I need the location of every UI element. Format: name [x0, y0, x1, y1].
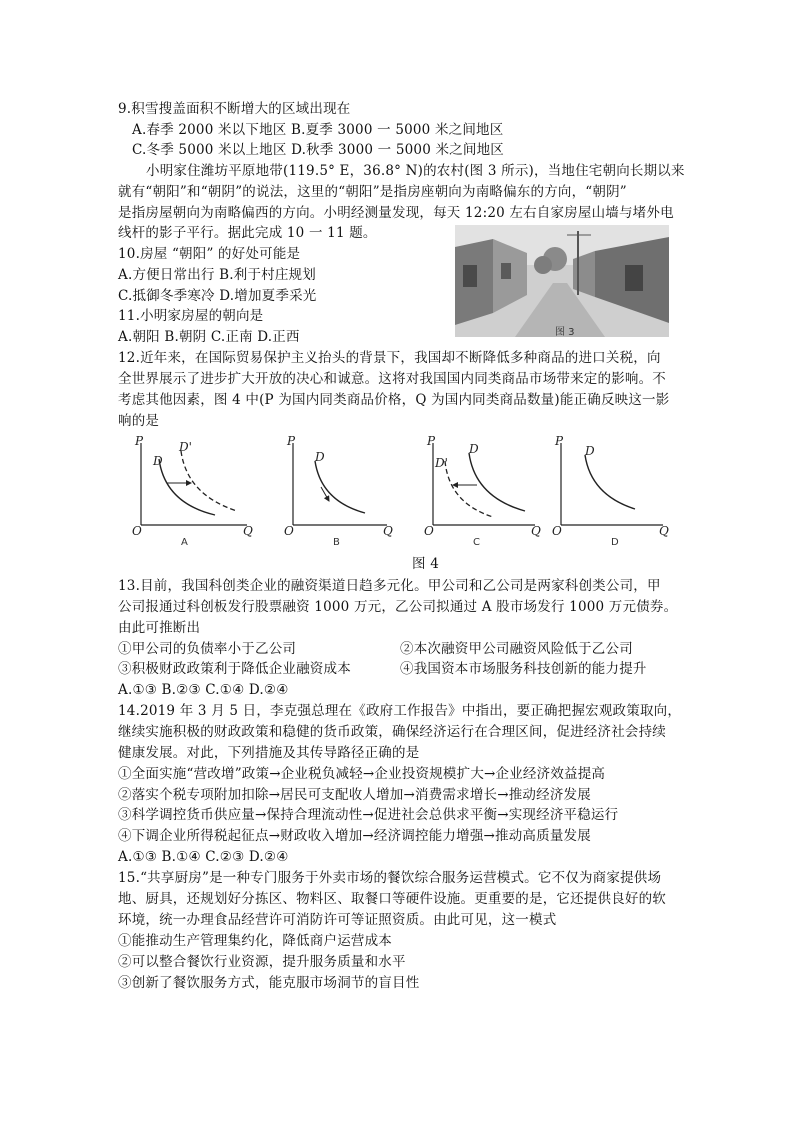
passage-line: 是指房屋朝向为南略偏西的方向。小明经测量发现，每天 12:20 左右自家房屋山墙与堵外电	[118, 205, 674, 221]
q13-line: 13.目前，我国科创类企业的融资渠道日趋多元化。甲公司和乙公司是两家科创类公司，甲	[118, 578, 661, 594]
figure4-panel-a	[132, 434, 253, 548]
q15-item: ②可以整合餐饮行业资源，提升服务质量和水平	[118, 954, 406, 970]
q12-line: 全世界展示了进步扩大开放的决心和诚意。这将对我国国内同类商品市场带来定的影响。不	[118, 371, 666, 387]
figure4-caption: 图 4	[412, 556, 439, 572]
q9-stem: 9.积雪搜盖面积不断增大的区域出现在	[118, 101, 351, 117]
passage-line: 线杆的影子平行。据此完成 10 一 11 题。	[118, 225, 377, 241]
panel-a-label: A	[181, 537, 188, 548]
q13-line: 由此可推断出	[118, 620, 201, 636]
axis-p-label: P	[287, 434, 296, 448]
q10-stem: 10.房屋 “朝阳” 的好处可能是	[118, 246, 301, 262]
axis-q-label: Q	[243, 524, 253, 538]
axis-p-label: P	[555, 434, 564, 448]
panel-d-label: D	[611, 537, 619, 548]
q12-line: 12.近年来，在国际贸易保护主义抬头的背景下，我国却不断降低多种商品的进口关税，向	[118, 350, 661, 366]
q13-item: ④我国资本市场服务科技创新的能力提升	[400, 661, 647, 677]
curve-d-prime-label: D'	[435, 456, 448, 470]
axis-q-label: Q	[383, 524, 393, 538]
origin-label: O	[132, 524, 142, 538]
figure3-caption: 图 3	[555, 327, 575, 337]
q13-line: 公司报通过科创板发行股票融资 1000 万元，乙公司拟通过 A 股市场发行 1000 万元债券。	[118, 599, 678, 615]
q14-item: ③科学调控货币供应量→保持合理流动性→促进社会总供求平衡→实现经济平稳运行	[118, 807, 619, 823]
q12-line: 响的是	[118, 413, 160, 429]
origin-label: O	[284, 524, 294, 538]
q14-item: ①全面实施“营改增”政策→企业税负减轻→企业投资规模扩大→企业经济效益提高	[118, 766, 606, 782]
q13-item: ①甲公司的负债率小于乙公司	[118, 641, 297, 657]
q12-line: 考虑其他因素，图 4 中(P 为国内同类商品价格，Q 为国内同类商品数量)能正确反映这一影	[118, 392, 670, 408]
curve-d-label: D	[469, 442, 479, 456]
figure4-panel-c	[424, 434, 541, 548]
passage-line: 就有“朝阳”和“朝阴”的说法，这里的“朝阳”是指房座朝向为南略偏东的方向，“朝阴”	[118, 184, 627, 200]
q14-item: ②落实个税专项附加扣除→居民可支配收人增加→消费需求增长→推动经济发展	[118, 787, 591, 803]
figure4-panel-d	[552, 434, 669, 548]
panel-c-label: C	[473, 537, 480, 548]
q11-options: A.朝阳 B.朝阴 C.正南 D.正西	[118, 329, 300, 345]
q15-line: 15.“共享厨房”是一种专门服务于外卖市场的餐饮综合服务运营模式。它不仅为商家提供场	[118, 870, 662, 886]
figure3-village-photo	[455, 225, 669, 337]
q14-options: A.①③ B.①④ C.②③ D.②④	[118, 849, 289, 865]
axis-p-label: P	[427, 434, 436, 448]
q10-options-ab: A.方便日常出行 B.利于村庄规划	[118, 267, 316, 283]
q15-line: 环境，统一办理食品经营许可消防许可等证照资质。由此可见，这一模式	[118, 912, 557, 928]
passage-line: 小明家住潍坊平原地带(119.5° E，36.8° N)的农村(图 3 所示)，当地住宅朝向长期以来	[146, 163, 685, 179]
q13-options: A.①③ B.②③ C.①④ D.②④	[118, 682, 289, 698]
q14-line: 健康发展。对此，下列措施及其传导路径正确的是	[118, 745, 420, 761]
figure4-demand-curves	[115, 433, 675, 558]
q15-item: ①能推动生产管理集约化，降低商户运营成本	[118, 933, 392, 949]
origin-label: O	[552, 524, 562, 538]
origin-label: O	[424, 524, 434, 538]
q14-line: 14.2019 年 3 月 5 日，李克强总理在《政府工作报告》中指出，要正确把握宏观政策取向，	[118, 703, 682, 719]
q10-options-cd: C.抵御冬季寒冷 D.增加夏季采光	[118, 288, 317, 304]
q11-stem: 11.小明家房屋的朝向是	[118, 308, 264, 324]
panel-b-label: B	[333, 537, 340, 548]
q14-item: ④下调企业所得税起征点→财政收入增加→经济调控能力增强→推动高质量发展	[118, 828, 591, 844]
q15-line: 地、厨具，还规划好分拣区、物料区、取餐口等硬件设施。更重要的是，它还提供良好的软	[118, 891, 666, 907]
q13-item: ③积极财政政策利于降低企业融资成本	[118, 661, 351, 677]
q13-item: ②本次融资甲公司融资风险低于乙公司	[400, 641, 633, 657]
q9-options-ab: A.春季 2000 米以下地区 B.夏季 3000 一 5000 米之间地区	[132, 122, 504, 138]
curve-d-label: D	[315, 450, 325, 464]
curve-d-prime-label: D'	[179, 440, 192, 454]
curve-d-label: D	[585, 444, 595, 458]
axis-q-label: Q	[659, 524, 669, 538]
curve-d-label: D	[153, 454, 163, 468]
axis-q-label: Q	[531, 524, 541, 538]
figure4-panel-b	[284, 434, 393, 548]
q15-item: ③创新了餐饮服务方式，能克服市场洞节的盲目性	[118, 975, 420, 991]
axis-p-label: P	[135, 434, 144, 448]
q9-options-cd: C.冬季 5000 米以上地区 D.秋季 3000 一 5000 米之间地区	[132, 142, 504, 158]
q14-line: 继续实施积极的财政政策和稳健的货币政策，确保经济运行在合理区间，促进经济社会持续	[118, 724, 666, 740]
